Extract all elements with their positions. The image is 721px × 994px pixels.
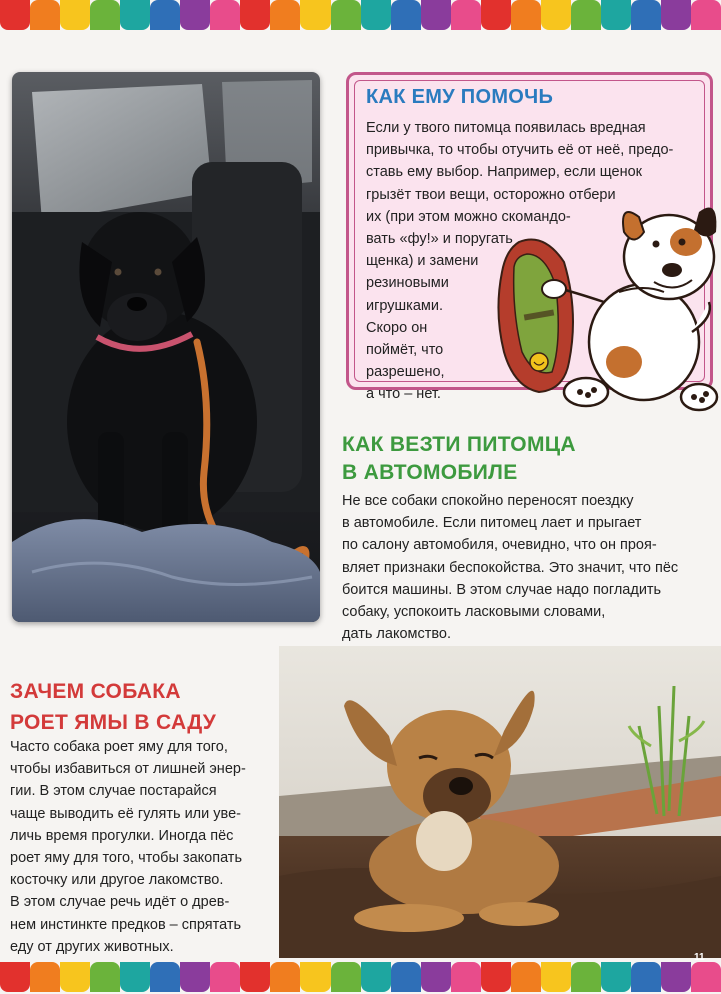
text-line: в автомобиле. Если питомец лает и прыгает [342, 515, 642, 532]
puzzle-tile [90, 0, 120, 30]
text-line: собаку, успокоить ласковыми словами, [342, 604, 606, 621]
text-line: Если у твого питомца появилась вредная [366, 120, 646, 136]
puzzle-tile [361, 0, 391, 30]
text-line: щенка) и замени [366, 253, 479, 270]
puzzle-tile [601, 962, 631, 992]
text-line: вляет признаки беспокойства. Это значит, что пёс [342, 559, 679, 576]
puzzle-tile [631, 962, 661, 992]
text-line: дать лакомство. [342, 626, 452, 643]
puzzle-tile [451, 0, 481, 30]
puzzle-tile [571, 962, 601, 992]
puzzle-tile [691, 0, 721, 30]
puzzle-tile [0, 962, 30, 992]
text-line: игрушками. [366, 297, 443, 314]
car-section-title [342, 431, 576, 487]
puzzle-tile [120, 962, 150, 992]
puzzle-tile [511, 962, 541, 992]
bottom-puzzle-border [0, 962, 721, 992]
puzzle-tile [361, 962, 391, 992]
puzzle-tile [481, 962, 511, 992]
puzzle-tile [391, 0, 421, 30]
text-line: гии. В этом случае постарайся [10, 783, 217, 800]
puzzle-tile [240, 962, 270, 992]
puzzle-tile [150, 0, 180, 30]
text-line: личь время прогулки. Иногда пёс [10, 827, 234, 844]
car-section-text [342, 490, 678, 645]
puzzle-tile [180, 0, 210, 30]
text-line: ставь ему выбор. Например, если щенок [366, 164, 643, 181]
puzzle-tile [331, 962, 361, 992]
puzzle-tile [90, 962, 120, 992]
text-line: Скоро он [366, 319, 428, 336]
text-line: роет яму для того, чтобы закопать [10, 850, 243, 867]
text-line: поймёт, что [366, 342, 444, 359]
puzzle-tile [661, 962, 691, 992]
puzzle-tile [631, 0, 661, 30]
puzzle-tile [120, 0, 150, 30]
puzzle-tile [601, 0, 631, 30]
help-section-title: КАК ЕМУ ПОМОЧЬ [366, 86, 554, 108]
puzzle-tile [541, 0, 571, 30]
car-title-line: КАК ВЕЗТИ ПИТОМЦА [342, 433, 576, 456]
puzzle-tile [300, 0, 330, 30]
puzzle-tile [541, 962, 571, 992]
text-line: грызёт твои вещи, осторожно отбери [366, 186, 616, 203]
puzzle-tile [481, 0, 511, 30]
text-line: по салону автомобиля, очевидно, что он проя- [342, 537, 657, 554]
text-line: вать «фу!» и поругать [366, 231, 513, 248]
puzzle-tile [60, 0, 90, 30]
puzzle-tile [421, 0, 451, 30]
puzzle-tile [180, 962, 210, 992]
puzzle-tile [270, 0, 300, 30]
puzzle-tile [331, 0, 361, 30]
text-line: а что – нет. [366, 386, 441, 403]
text-line: чаще выводить её гулять или уве- [10, 805, 241, 822]
text-line: их (при этом можно скомандо- [366, 208, 571, 225]
text-line: привычка, то чтобы отучить её от неё, предо- [366, 142, 674, 159]
puzzle-tile [421, 962, 451, 992]
puzzle-tile [30, 962, 60, 992]
dig-title-line: ЗАЧЕМ СОБАКА [10, 680, 181, 703]
puzzle-tile [210, 0, 240, 30]
top-puzzle-border [0, 0, 721, 30]
puzzle-tile [0, 0, 30, 30]
puzzle-tile [300, 962, 330, 992]
puzzle-tile [571, 0, 601, 30]
puzzle-tile [210, 962, 240, 992]
dig-section-text [10, 736, 246, 958]
text-line: разрешено, [366, 364, 445, 381]
text-line: нем инстинкте предков – спрятать [10, 916, 242, 933]
puzzle-tile [691, 962, 721, 992]
cartoon-dog-with-slipper-illustration [494, 192, 721, 424]
black-labrador-photo [12, 72, 320, 622]
text-line: боится машины. В этом случае надо погладить [342, 581, 662, 598]
puzzle-tile [661, 0, 691, 30]
text-line: еду от других животных. [10, 938, 174, 955]
text-line: резиновыми [366, 275, 449, 292]
puzzle-tile [391, 962, 421, 992]
puzzle-tile [150, 962, 180, 992]
text-line: Не все собаки спокойно переносят поездку [342, 493, 634, 509]
text-line: В этом случае речь идёт о древ- [10, 894, 230, 911]
text-line: Часто собака роет яму для того, [10, 739, 228, 755]
car-title-line: В АВТОМОБИЛЕ [342, 461, 518, 484]
puzzle-tile [240, 0, 270, 30]
puzzle-tile [60, 962, 90, 992]
puzzle-tile [511, 0, 541, 30]
puzzle-tile [30, 0, 60, 30]
text-line: косточку или другое лакомство. [10, 872, 224, 889]
dig-section-title [10, 676, 216, 738]
page-number: 11 [694, 952, 705, 963]
puzzle-tile [270, 962, 300, 992]
digging-dog-photo [279, 646, 721, 958]
text-line: чтобы избавиться от лишней энер- [10, 761, 246, 778]
puzzle-tile [451, 962, 481, 992]
dig-title-line: РОЕТ ЯМЫ В САДУ [10, 711, 217, 734]
